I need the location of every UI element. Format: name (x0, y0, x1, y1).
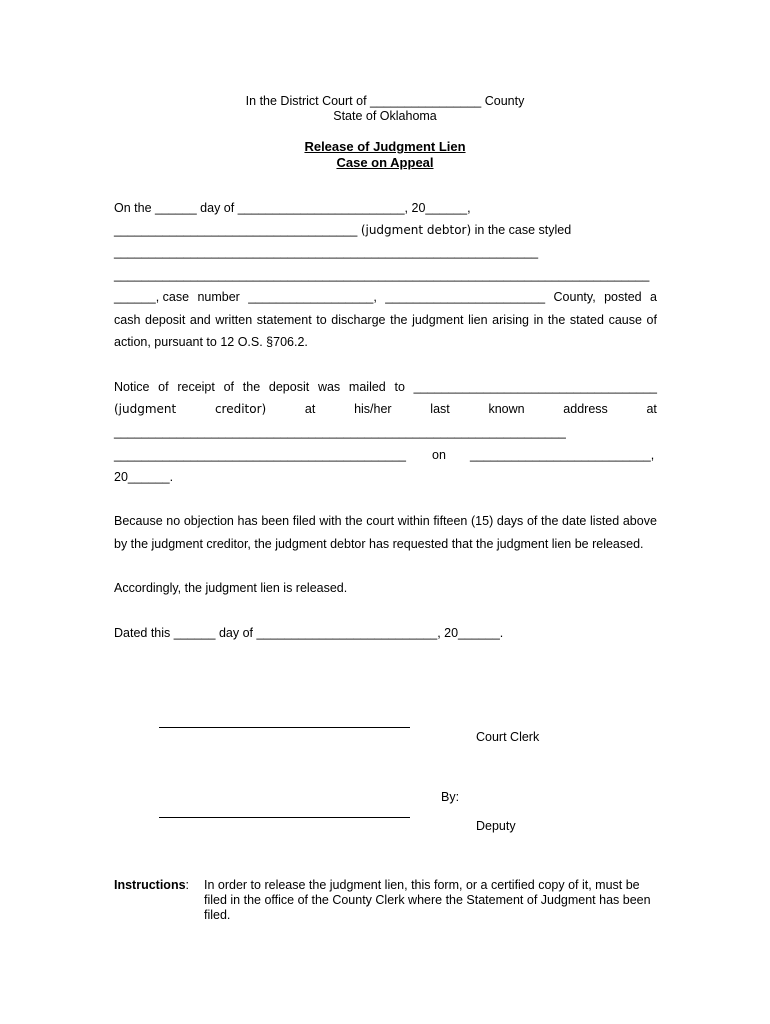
clerk-signature-line (159, 727, 410, 728)
word: the (541, 514, 559, 528)
year-line: 20______. (114, 470, 174, 484)
word: receipt (177, 380, 215, 394)
word: his/her (354, 402, 392, 416)
mailed-date-blank: __________________________, (470, 448, 655, 462)
word: was (317, 380, 341, 394)
word: (15) (471, 514, 494, 528)
word: County, (553, 290, 596, 304)
deputy-signature-line (159, 817, 410, 818)
word: to (394, 380, 405, 394)
document-subtitle: Case on Appeal (336, 155, 434, 170)
cash-deposit-line (114, 313, 657, 328)
case-number-line (114, 290, 657, 305)
state-line: State of Oklahoma (333, 109, 437, 123)
word: the (345, 514, 363, 528)
word: creditor) (214, 402, 267, 416)
word: of (646, 313, 657, 327)
word: has (237, 514, 258, 528)
word: of (526, 514, 538, 528)
word: statement (256, 313, 312, 327)
word: at (646, 402, 657, 416)
instructions-text: In order to release the judgment lien, this form, or a certified copy of it, must be filed in the office of the County Clerk where the Statement of Judgment has been filed. (204, 878, 651, 922)
word: _______________________ (385, 290, 546, 304)
word: deposit (268, 380, 310, 394)
word: in (533, 313, 544, 327)
word: number (197, 290, 240, 304)
word: listed (590, 514, 620, 528)
deputy-label: Deputy (476, 819, 516, 833)
word: __________________, (248, 290, 377, 304)
by-label: By: (441, 790, 460, 804)
word: court (366, 514, 395, 528)
court-clerk-label: Court Clerk (476, 730, 540, 744)
debtor-suffix: in the case styled (471, 223, 572, 237)
word: the (390, 313, 408, 327)
word: a (650, 290, 657, 304)
document-title: Release of Judgment Lien (304, 139, 466, 154)
word: known (488, 402, 525, 416)
instructions-colon: : (185, 878, 190, 892)
word: deposit (145, 313, 186, 327)
word: with (319, 514, 342, 528)
creditor-line (114, 402, 657, 417)
word: (judgment (114, 402, 177, 416)
word: date (562, 514, 587, 528)
word: above (622, 514, 657, 528)
action-line: action, pursuant to 12 O.S. §706.2. (114, 335, 308, 349)
word: objection (183, 514, 234, 528)
instructions-heading (114, 878, 189, 893)
word: and (189, 313, 211, 327)
word: to (316, 313, 327, 327)
case-style-blank-2: _____________________________________________________________________________ (114, 268, 650, 282)
address-blank-2: __________________________________________ (114, 448, 406, 462)
word: within (397, 514, 430, 528)
address-blank: _________________________________________________________________ (114, 425, 566, 439)
word: lien (468, 313, 488, 327)
word: written (215, 313, 253, 327)
word: cash (114, 313, 141, 327)
word: last (430, 402, 450, 416)
word: the (242, 380, 261, 394)
word: ___________________________________ (413, 380, 657, 394)
word: cause (608, 313, 642, 327)
word: Because (114, 514, 163, 528)
word: discharge (331, 313, 386, 327)
word: filed (292, 514, 316, 528)
word: address (563, 402, 608, 416)
dated-line: Dated this ______ day of __________________________, 20______. (114, 626, 504, 640)
date-line: On the ______ day of ________________________, 20______, (114, 201, 471, 215)
word: fifteen (433, 514, 468, 528)
release-statement: Accordingly, the judgment lien is released. (114, 581, 348, 595)
case-style-blank-1: _____________________________________________________________ (114, 245, 539, 259)
notice-line (114, 380, 657, 395)
word: arising (492, 313, 529, 327)
word: judgment (412, 313, 464, 327)
court-line: In the District Court of ________________ County (245, 94, 525, 108)
word: of (223, 380, 235, 394)
debtor-blank: ___________________________________ (114, 223, 358, 237)
word: posted (604, 290, 642, 304)
objection-line (114, 514, 657, 529)
instructions-label: Instructions (114, 878, 186, 892)
word: mailed (348, 380, 386, 394)
word: days (496, 514, 524, 528)
word: at (304, 402, 316, 416)
on-label: on (432, 448, 446, 462)
debtor-line (114, 223, 571, 238)
word: been (261, 514, 290, 528)
word: of (158, 380, 169, 394)
word: stated (569, 313, 604, 327)
word: Notice (114, 380, 150, 394)
objection-line-2: by the judgment creditor, the judgment debtor has requested that the judgment lien be released. (114, 537, 644, 551)
debtor-label: (judgment debtor) (360, 223, 472, 237)
word: no (166, 514, 181, 528)
word: ______, case (114, 290, 190, 304)
word: the (547, 313, 566, 327)
